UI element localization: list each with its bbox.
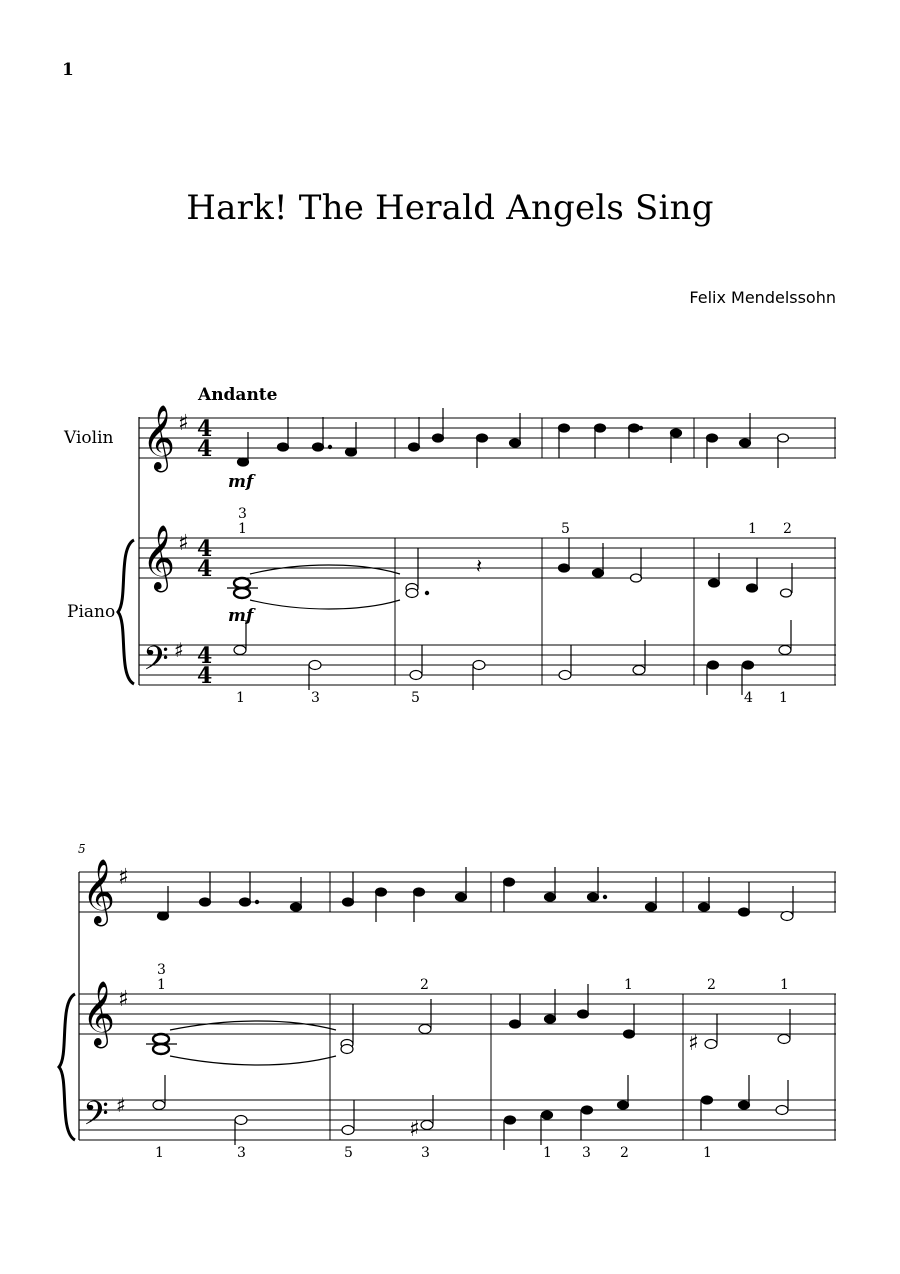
time-signature-bottom: 4 bbox=[197, 436, 213, 462]
piano-bass-staff-2 bbox=[79, 1100, 836, 1140]
fingering: 3 bbox=[421, 1145, 430, 1161]
sharp-accidental: ♯ bbox=[688, 1031, 699, 1056]
fingering: 1 bbox=[238, 521, 247, 537]
fingering: 1 bbox=[155, 1145, 164, 1161]
violin-staff-2 bbox=[79, 872, 836, 912]
bass-time-bottom: 4 bbox=[197, 663, 213, 689]
piano-treble-staff-2 bbox=[79, 994, 836, 1140]
system-1 bbox=[63, 385, 836, 706]
fingering: 4 bbox=[744, 690, 753, 706]
fingering: 3 bbox=[237, 1145, 246, 1161]
instrument-label-violin: Violin bbox=[64, 428, 114, 448]
bass-clef: 𝄢 bbox=[143, 640, 169, 686]
bass-key-signature-sharp: ♯ bbox=[116, 1093, 126, 1117]
fingering: 5 bbox=[344, 1145, 353, 1161]
fingering: 1 bbox=[157, 977, 166, 993]
piano-key-signature-sharp: ♯ bbox=[118, 987, 129, 1012]
piano-brace bbox=[118, 540, 134, 684]
sharp-accidental: ♯ bbox=[409, 1117, 420, 1142]
piano-lh-notes-1 bbox=[234, 620, 791, 695]
piano-lh-fingerings-1 bbox=[236, 690, 788, 706]
fingering: 1 bbox=[780, 977, 789, 993]
piano-time-top: 4 bbox=[197, 536, 213, 562]
measure-number: 5 bbox=[78, 842, 86, 856]
bass-clef: 𝄢 bbox=[83, 1095, 109, 1141]
fingering: 3 bbox=[238, 506, 247, 522]
piano-treble-clef: 𝄞 bbox=[142, 525, 176, 590]
key-signature-sharp: ♯ bbox=[118, 865, 129, 890]
fingering: 1 bbox=[779, 690, 788, 706]
piano-lh-fingerings-2 bbox=[155, 1145, 712, 1161]
fingering: 3 bbox=[582, 1145, 591, 1161]
piano-rh-notes-1 bbox=[227, 538, 792, 609]
instrument-label-piano: Piano bbox=[67, 602, 116, 622]
fingering: 1 bbox=[703, 1145, 712, 1161]
fingering: 3 bbox=[157, 962, 166, 978]
fingering: 5 bbox=[411, 690, 420, 706]
bass-key-signature-sharp: ♯ bbox=[174, 638, 184, 662]
piano-brace bbox=[59, 994, 75, 1140]
piece-title: Hark! The Herald Angels Sing bbox=[186, 188, 714, 228]
fingering: 2 bbox=[783, 521, 792, 537]
time-signature-top: 4 bbox=[197, 416, 213, 442]
dynamic-mf: mf bbox=[228, 472, 254, 492]
treble-clef: 𝄞 bbox=[82, 859, 116, 924]
piano-treble-clef: 𝄞 bbox=[82, 981, 116, 1046]
quarter-rest: 𝄽 bbox=[476, 554, 483, 578]
bass-time-top: 4 bbox=[197, 643, 213, 669]
composer-name: Felix Mendelssohn bbox=[689, 288, 836, 307]
piano-rh-fingerings-2 bbox=[157, 962, 789, 993]
fingering: 2 bbox=[620, 1145, 629, 1161]
fingering: 2 bbox=[707, 977, 716, 993]
violin-notes-2 bbox=[158, 867, 794, 922]
fingering: 1 bbox=[236, 690, 245, 706]
system-2 bbox=[59, 842, 836, 1161]
tempo-marking: Andante bbox=[198, 385, 278, 405]
piano-lh-notes-2 bbox=[153, 1075, 788, 1150]
fingering: 5 bbox=[561, 521, 570, 537]
fingering: 1 bbox=[543, 1145, 552, 1161]
fingering: 1 bbox=[624, 977, 633, 993]
fingering: 1 bbox=[748, 521, 757, 537]
piano-time-bottom: 4 bbox=[197, 556, 213, 582]
fingering: 3 bbox=[311, 690, 320, 706]
piano-key-signature-sharp: ♯ bbox=[178, 531, 189, 556]
treble-clef: 𝄞 bbox=[142, 405, 176, 470]
fingering: 2 bbox=[420, 977, 429, 993]
piano-rh-fingerings-1 bbox=[238, 506, 792, 537]
piano-dynamic-mf: mf bbox=[228, 606, 254, 626]
key-signature-sharp: ♯ bbox=[178, 411, 189, 436]
page-number: 1 bbox=[62, 60, 74, 80]
